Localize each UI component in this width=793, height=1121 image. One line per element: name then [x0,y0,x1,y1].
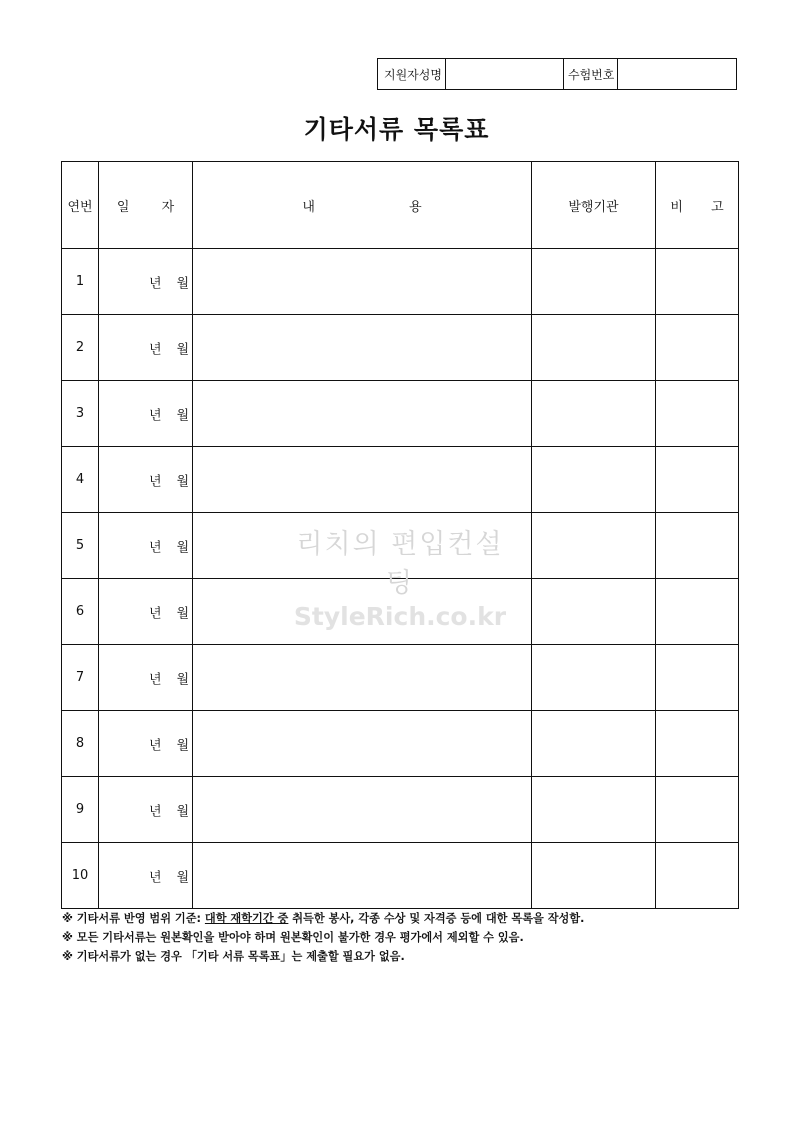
table-row [62,645,739,711]
month-unit-label: 월 [176,606,189,621]
header-content-text: 내 용 [302,199,422,215]
row-content-cell[interactable] [193,843,532,909]
header-remarks-text: 비 고 [670,199,724,215]
row-issuer-cell[interactable] [532,843,656,909]
row-remarks-cell[interactable] [656,315,739,381]
month-unit-label: 월 [176,804,189,819]
row-remarks-cell[interactable] [656,777,739,843]
header-date-text: 일 자 [116,199,189,215]
month-unit-label: 월 [176,672,189,687]
note-1-prefix: ※ 기타서류 반영 범위 기준: [62,912,205,925]
row-issuer-cell[interactable] [532,579,656,645]
header-remarks [656,162,739,249]
header-issuer: 발행기관 [532,162,656,249]
row-date-cell[interactable] [99,645,193,711]
row-remarks-cell[interactable] [656,711,739,777]
row-date-cell[interactable] [99,579,193,645]
month-unit-label: 월 [176,540,189,555]
row-content-cell[interactable] [193,513,532,579]
row-number: 6 [62,579,99,645]
row-date-cell[interactable] [99,513,193,579]
row-content-cell[interactable] [193,447,532,513]
row-content-cell[interactable] [193,579,532,645]
table-row [62,381,739,447]
row-content-cell[interactable] [193,381,532,447]
row-content-cell[interactable] [193,711,532,777]
row-date-cell[interactable] [99,315,193,381]
row-number: 3 [62,381,99,447]
row-issuer-cell[interactable] [532,447,656,513]
row-content-cell[interactable] [193,645,532,711]
table-row [62,249,739,315]
row-date-cell[interactable] [99,447,193,513]
row-issuer-cell[interactable] [532,249,656,315]
row-content-cell[interactable] [193,315,532,381]
row-remarks-cell[interactable] [656,843,739,909]
table-row [62,315,739,381]
row-number: 8 [62,711,99,777]
row-remarks-cell[interactable] [656,645,739,711]
row-content-cell[interactable] [193,777,532,843]
row-remarks-cell[interactable] [656,513,739,579]
applicant-info-box [377,58,737,90]
note-1-underlined: 대학 재학기간 중 [204,912,289,925]
row-number: 1 [62,249,99,315]
row-issuer-cell[interactable] [532,381,656,447]
note-1 [62,909,762,928]
row-number: 2 [62,315,99,381]
note-3: ※ 기타서류가 없는 경우 「기타 서류 목록표」는 제출할 필요가 없음. [62,950,405,963]
table-row [62,777,739,843]
year-unit-label: 년 [149,276,162,291]
row-date-cell[interactable] [99,843,193,909]
month-unit-label: 월 [176,738,189,753]
month-unit-label: 월 [176,870,189,885]
applicant-name-label: 지원자성명 [378,59,446,89]
row-number: 5 [62,513,99,579]
row-remarks-cell[interactable] [656,579,739,645]
table-row [62,447,739,513]
row-date-cell[interactable] [99,711,193,777]
month-unit-label: 월 [176,474,189,489]
month-unit-label: 월 [176,342,189,357]
year-unit-label: 년 [149,870,162,885]
year-unit-label: 년 [149,804,162,819]
note-1-suffix: 취득한 봉사, 각종 수상 및 자격증 등에 대한 목록을 작성함. [288,912,585,925]
year-unit-label: 년 [149,474,162,489]
exam-number-label: 수험번호 [564,59,618,89]
table-row [62,711,739,777]
applicant-name-field[interactable] [446,59,564,89]
year-unit-label: 년 [149,342,162,357]
year-unit-label: 년 [149,738,162,753]
year-unit-label: 년 [149,606,162,621]
watermark-line1: 리치의 편입컨설팅 [296,529,504,599]
row-remarks-cell[interactable] [656,249,739,315]
row-issuer-cell[interactable] [532,513,656,579]
year-unit-label: 년 [149,540,162,555]
row-number: 10 [62,843,99,909]
row-date-cell[interactable] [99,249,193,315]
row-issuer-cell[interactable] [532,645,656,711]
row-remarks-cell[interactable] [656,447,739,513]
row-issuer-cell[interactable] [532,711,656,777]
row-issuer-cell[interactable] [532,777,656,843]
row-number: 7 [62,645,99,711]
table-header-row [62,162,739,249]
month-unit-label: 월 [176,408,189,423]
header-no: 연번 [62,162,99,249]
row-date-cell[interactable] [99,777,193,843]
notes [62,909,762,966]
header-content [193,162,532,249]
table-row [62,579,739,645]
row-number: 4 [62,447,99,513]
documents-table [61,161,739,909]
watermark-line2: StyleRich.co.kr [293,602,507,631]
header-date [99,162,193,249]
row-date-cell[interactable] [99,381,193,447]
row-remarks-cell[interactable] [656,381,739,447]
page-title: 기타서류 목록표 [303,115,490,144]
exam-number-field[interactable] [618,59,736,89]
year-unit-label: 년 [149,408,162,423]
row-content-cell[interactable] [193,249,532,315]
table-row [62,513,739,579]
row-issuer-cell[interactable] [532,315,656,381]
month-unit-label: 월 [176,276,189,291]
year-unit-label: 년 [149,672,162,687]
row-number: 9 [62,777,99,843]
note-2: ※ 모든 기타서류는 원본확인을 받아야 하며 원본확인이 불가한 경우 평가에서 제외할 수 있음. [62,931,524,944]
table-row [62,843,739,909]
